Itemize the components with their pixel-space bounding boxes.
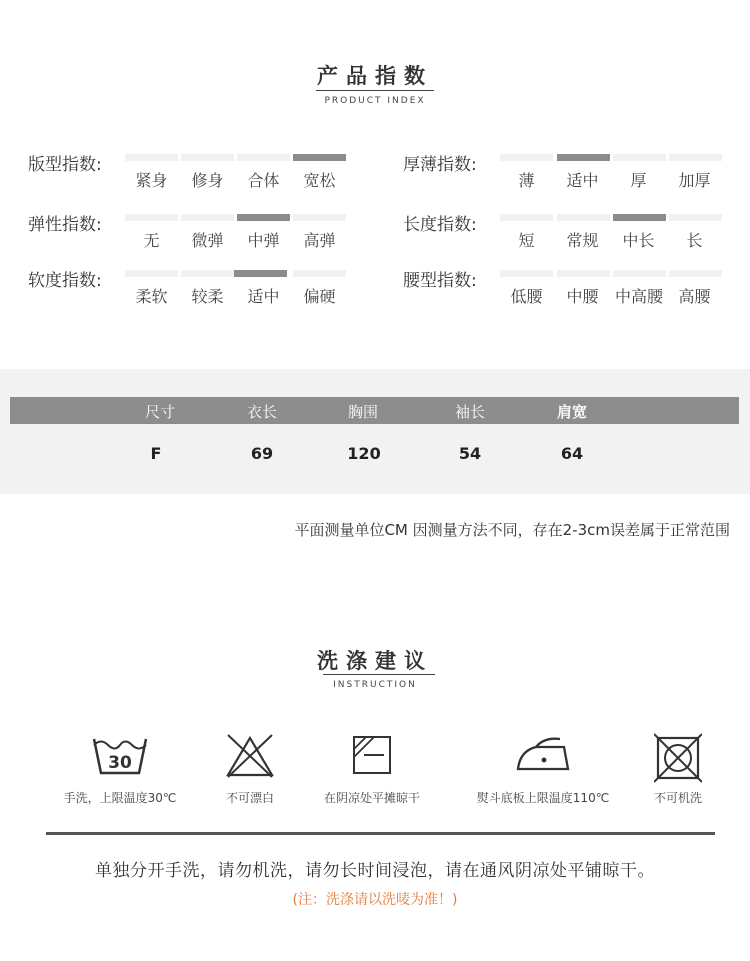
index-option: 适中 [247,287,280,306]
size-cell: 69 [250,444,274,463]
instruction-divider [46,832,715,835]
index-segment [293,270,346,277]
index-segment-active [237,214,290,221]
index-option: 宽松 [303,171,336,190]
index-segment [557,270,610,277]
index-segment [125,214,178,221]
hand-wash-30-icon [91,733,149,781]
index-segment-active [234,270,287,277]
measurement-note: 平面测量单位CM 因测量方法不同，存在2-3cm误差属于正常范围 [294,521,730,539]
size-header-cell: 肩宽 [556,403,587,421]
no-machine-wash-icon [654,733,702,787]
size-cell: 64 [560,444,584,463]
index-segment [669,270,722,277]
index-option: 中长 [622,231,655,250]
care-label: 熨斗底板上限温度110℃ [476,791,610,805]
index-segment [125,270,178,277]
size-cell: 120 [347,444,381,463]
index-option: 低腰 [510,287,543,306]
product-index-underline [316,90,434,91]
index-label: 腰型指数: [403,271,477,291]
index-option: 长 [686,231,703,250]
index-label: 长度指数: [403,215,477,235]
index-segment [669,214,722,221]
index-label: 厚薄指数: [403,155,477,175]
index-segment [500,270,553,277]
size-cell: F [150,444,162,463]
index-segment [500,214,553,221]
product-index-title: 产品指数 [317,64,433,88]
index-option: 常规 [566,231,599,250]
size-header-cell: 袖长 [454,403,485,421]
index-segment-active [613,214,666,221]
size-header-cell: 尺寸 [144,403,175,421]
wash-temp-text: 30 [108,753,132,773]
index-option: 紧身 [135,171,168,190]
index-option: 柔软 [135,287,168,306]
index-segment [181,154,234,161]
index-segment [557,214,610,221]
index-segment [125,154,178,161]
size-table-background [0,369,750,494]
index-option: 合体 [247,171,280,190]
index-option: 中高腰 [614,287,663,306]
iron-low-icon [514,733,572,781]
index-option: 偏硬 [303,287,336,306]
care-label: 手洗，上限温度30℃ [63,791,177,805]
size-header-cell: 衣长 [246,403,277,421]
index-option: 短 [518,231,535,250]
index-segment [613,270,666,277]
index-option: 修身 [191,171,224,190]
care-label: 不可机洗 [653,791,702,805]
index-option: 厚 [630,171,647,190]
index-segment [500,154,553,161]
index-label: 弹性指数: [28,215,102,235]
wash-instruction-text: 单独分开手洗，请勿机洗，请勿长时间浸泡，请在通风阴凉处平铺晾干。 [95,861,655,881]
care-label: 不可漂白 [225,791,274,805]
index-option: 无 [143,231,160,250]
index-option: 高腰 [678,287,711,306]
dry-flat-shade-icon [352,733,392,781]
index-label: 版型指数: [28,155,102,175]
index-label: 软度指数: [28,271,102,291]
index-option: 中弹 [247,231,280,250]
index-segment-active [557,154,610,161]
size-cell: 54 [458,444,482,463]
index-segment [181,270,234,277]
index-option: 高弹 [303,231,336,250]
instruction-title: 洗涤建议 [317,649,433,673]
index-option: 适中 [566,171,599,190]
index-segment [181,214,234,221]
product-index-subtitle: PRODUCT INDEX [324,96,426,106]
index-segment [669,154,722,161]
instruction-subtitle: INSTRUCTION [333,680,417,690]
instruction-underline [323,674,435,675]
index-option: 较柔 [191,287,224,306]
index-segment [237,154,290,161]
wash-label-note: (注：洗涤请以洗唛为准！) [292,892,458,908]
index-segment [293,214,346,221]
index-segment-active [293,154,346,161]
index-option: 中腰 [566,287,599,306]
index-option: 微弹 [191,231,224,250]
index-option: 薄 [518,171,535,190]
size-header-cell: 胸围 [347,403,378,421]
index-segment [613,154,666,161]
no-bleach-icon [224,733,276,783]
index-option: 加厚 [678,171,711,190]
care-label: 在阴凉处平摊晾干 [323,791,420,805]
